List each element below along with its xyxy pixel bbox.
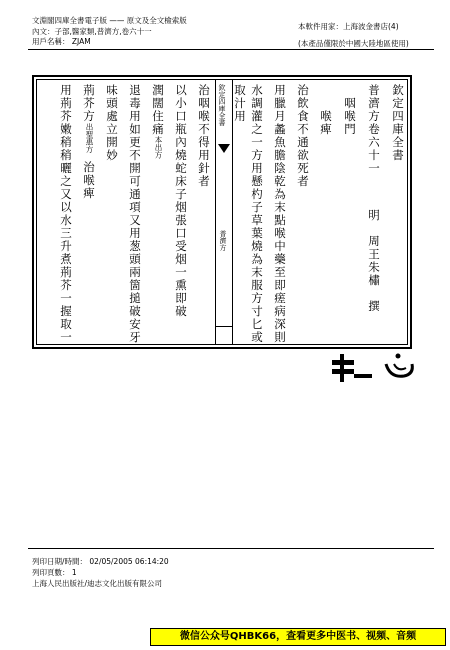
- text-column-3: 咽喉門: [343, 84, 357, 136]
- print-header: [32, 16, 187, 48]
- text-column-11: [151, 84, 165, 159]
- column-11-note: 本出方: [154, 136, 163, 159]
- publisher-logo-right: [386, 354, 412, 377]
- column-14-note: 出聖惠方: [85, 123, 94, 153]
- text-column-5: 治飲食不通欲死者: [296, 84, 310, 188]
- header-rule: [28, 49, 434, 50]
- text-column-1: 欽定四庫全書: [391, 84, 405, 162]
- header-content-path: 內文：子部,醫家類,普濟方,卷六十一: [32, 26, 152, 36]
- text-column-2: [367, 84, 381, 313]
- footer-publisher: 上海人民出版社/迪志文化出版有限公司: [32, 579, 163, 588]
- center-column-title: 欽定四庫全書: [218, 84, 226, 126]
- text-column-4: 喉痺: [319, 84, 333, 136]
- publisher-logo-left: [332, 354, 372, 382]
- header-user: 用戶名稱： ZJAM: [32, 37, 91, 46]
- promo-banner: 微信公众号QHBK66，查看更多中医书、视频、音频: [150, 628, 446, 646]
- text-column-14: [82, 84, 96, 200]
- publisher-logos: [330, 350, 420, 384]
- header-right: [298, 18, 409, 52]
- text-column-7: 水調灌之一方用懸杓子草葉燒為末服方寸匕或: [250, 84, 264, 344]
- center-column-subtitle: 普濟方: [219, 230, 227, 251]
- column-14-extra: 治喉痺: [82, 161, 96, 200]
- header-licensee: 本軟件用家：上海波金書店(4): [298, 22, 399, 31]
- column-14-main: 荊芥方: [82, 84, 96, 123]
- fish-tail-mark: [218, 144, 230, 153]
- author-credit: 明 周王朱橚 撰: [367, 209, 381, 313]
- header-region-note: (本產品僅限於中國大陸地區使用): [298, 39, 409, 48]
- header-title: 文淵閣四庫全書電子版 —— 原文及全文檢索版: [32, 16, 187, 25]
- text-column-12: 退毒用如更不開可通項又用葱頭兩箇搥破安牙: [128, 84, 142, 344]
- footer-rule: [28, 548, 434, 549]
- text-column-8: 取汁用: [233, 84, 247, 123]
- book-page-frame: [32, 75, 412, 349]
- text-column-6: 用臘月蠡魚膽陰乾為末點喉中藥至即瘥病深則: [273, 84, 287, 344]
- page-center-column: [215, 80, 233, 344]
- text-column-10: 以小口瓶內燒蛇床子烟張口受烟一熏即破: [174, 84, 188, 318]
- print-footer: [32, 556, 169, 589]
- print-pages: 列印頁數： 1: [32, 568, 77, 577]
- text-column-13: 味頭處立開妙: [105, 84, 119, 162]
- volume-title: 普濟方卷六十一: [367, 84, 381, 175]
- column-11-main: 潤闊住痛: [151, 84, 165, 136]
- text-column-9: 治咽喉不得用針者: [197, 84, 211, 188]
- book-page-inner: [36, 79, 408, 345]
- text-column-15: 用荊芥嫩稍稍曬之又以水三升煮荊芥一握取一: [59, 84, 73, 344]
- print-datetime: 列印日期/時間： 02/05/2005 06:14:20: [32, 557, 169, 566]
- center-column-rule: [216, 326, 232, 327]
